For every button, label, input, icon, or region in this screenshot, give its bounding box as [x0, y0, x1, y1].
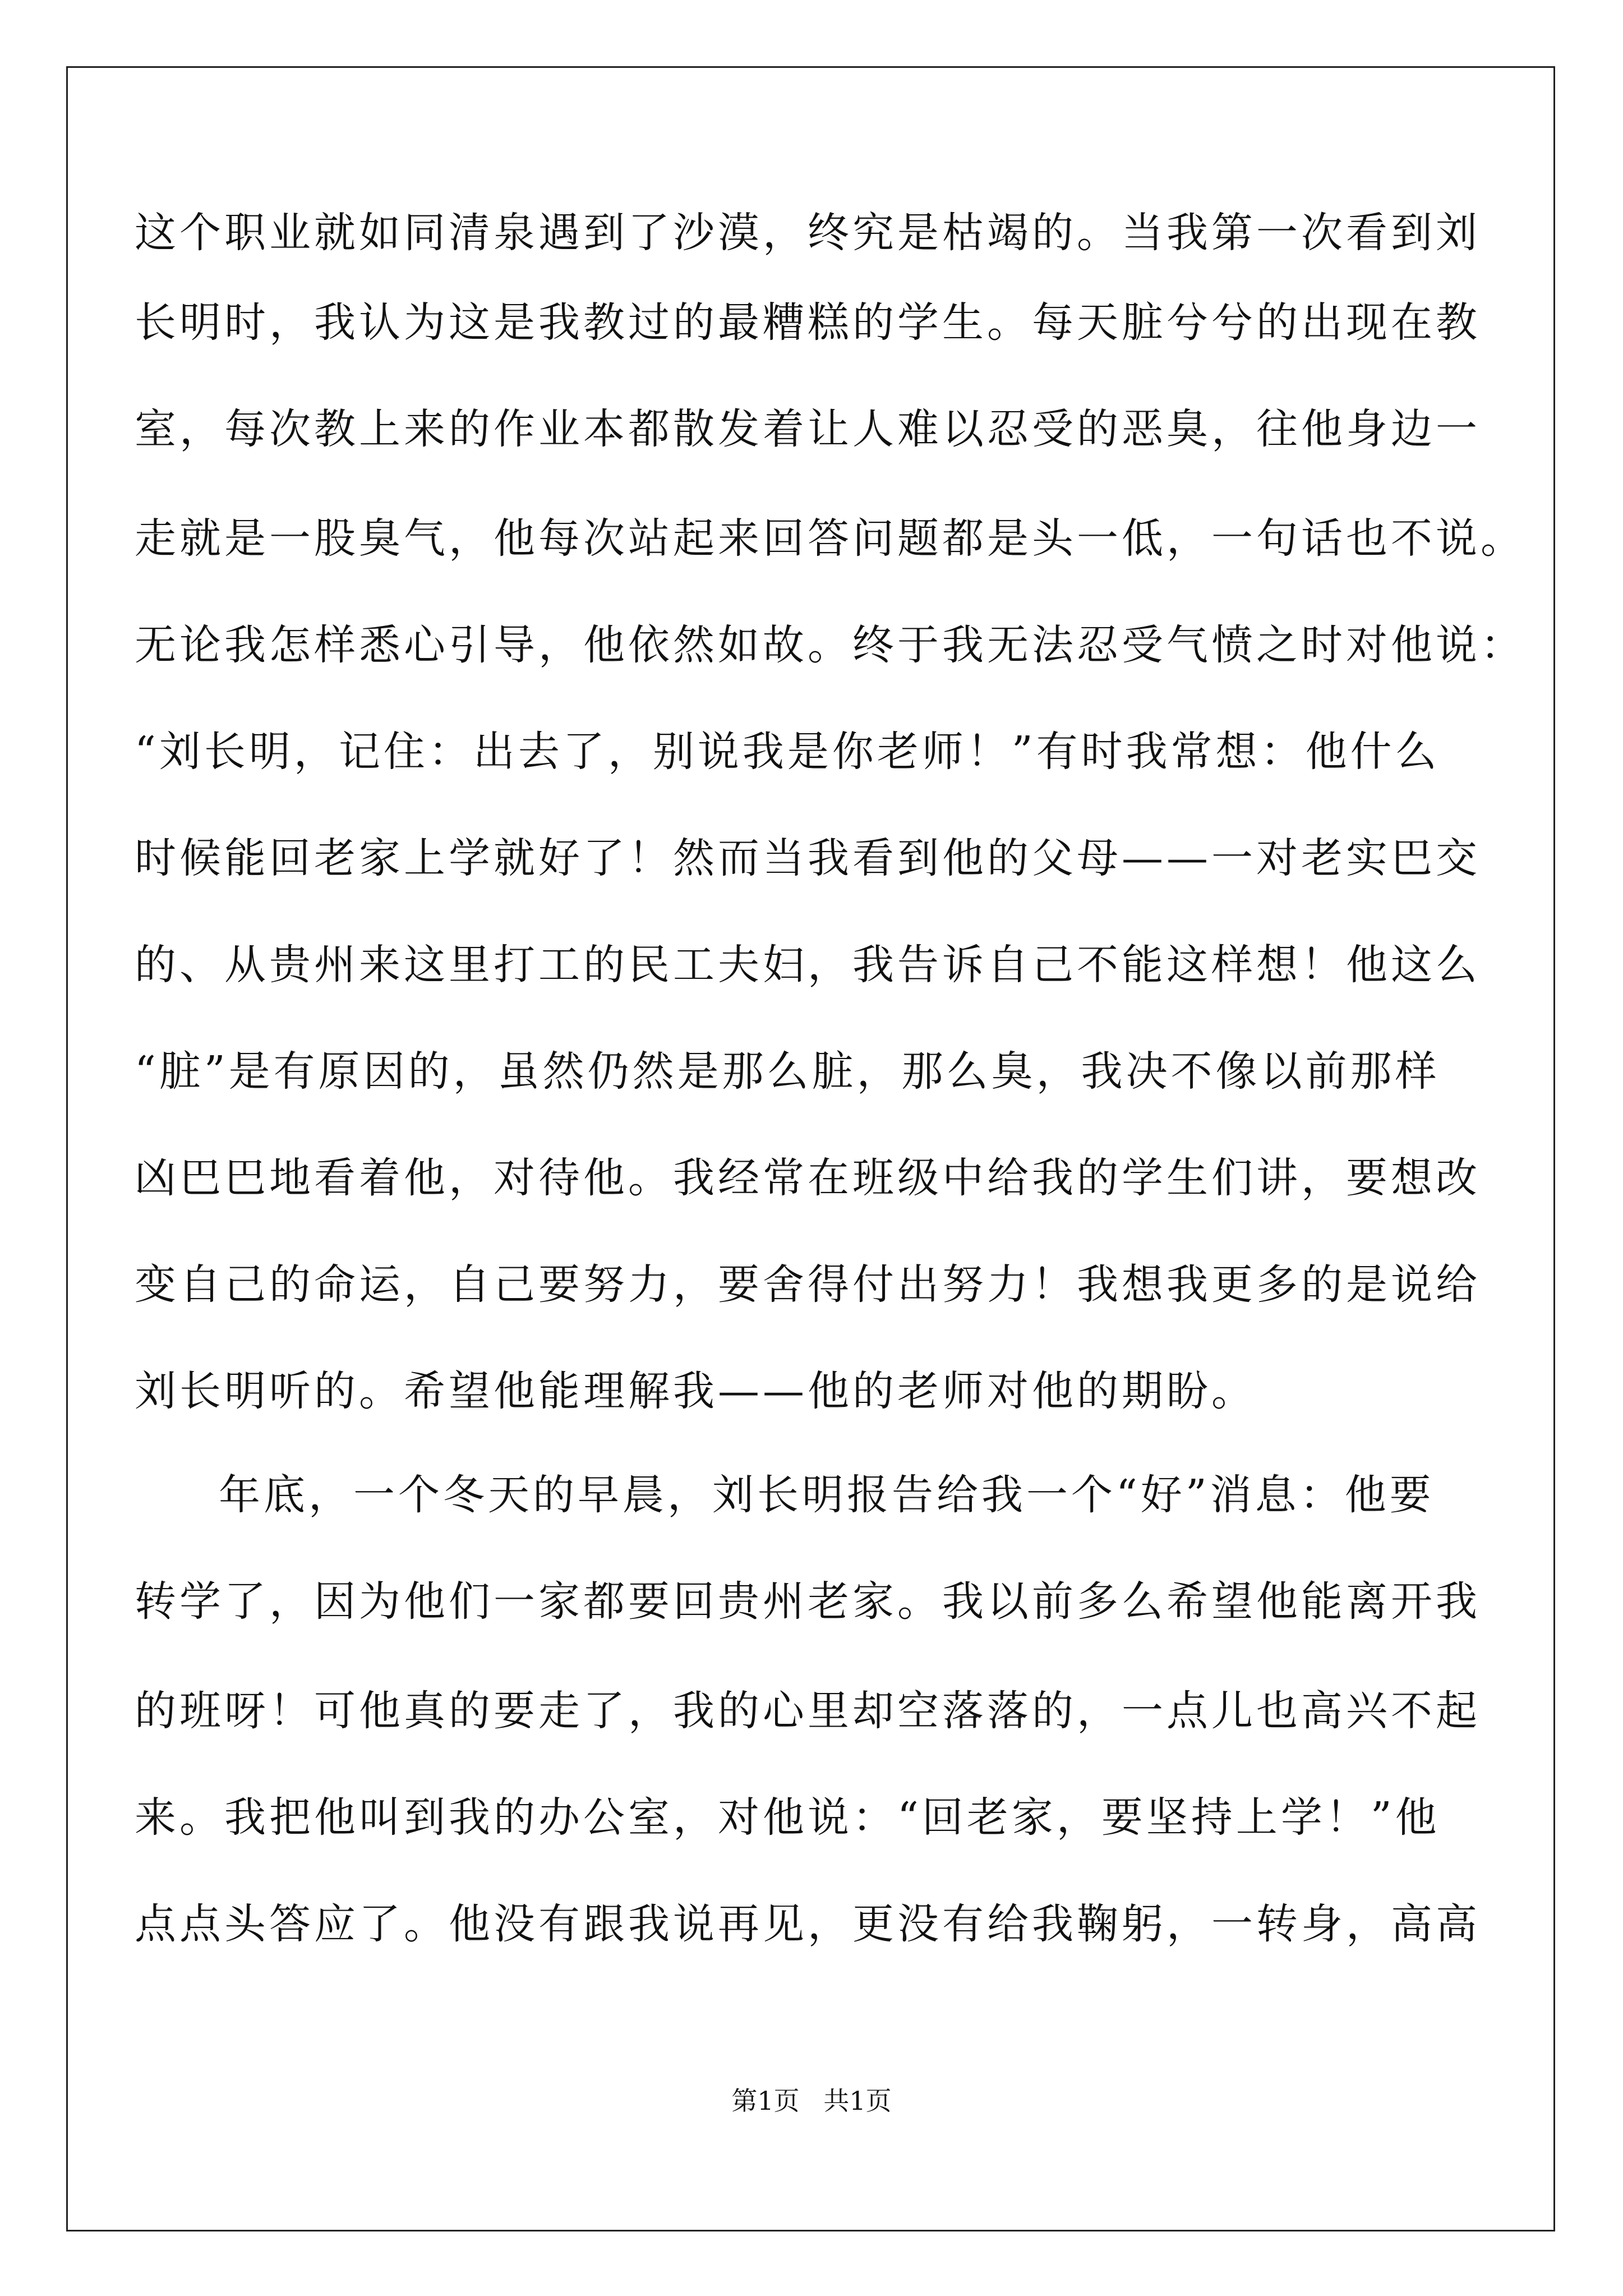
text-line: 无论我怎样悉心引导，他依然如故。终于我无法忍受气愤之时对他说： [135, 621, 1525, 669]
text-line: 变自己的命运，自己要努力，要舍得付出努力！我想我更多的是说给 [135, 1260, 1481, 1309]
text-line: “脏”是有原因的，虽然仍然是那么脏，那么臭，我决不像以前那样 [135, 1047, 1440, 1096]
text-line: 这个职业就如同清泉遇到了沙漠，终究是枯竭的。当我第一次看到刘 [135, 209, 1481, 257]
text-line: 来。我把他叫到我的办公室，对他说：“回老家，要坚持上学！”他 [135, 1793, 1440, 1842]
paragraph-first-line: 年底，一个冬天的早晨，刘长明报告给我一个“好”消息：他要 [219, 1471, 1435, 1519]
text-line: 的、从贵州来这里打工的民工夫妇，我告诉自己不能这样想！他这么 [135, 941, 1481, 989]
page-number: 第1页 [731, 2086, 800, 2116]
text-line: 长明时，我认为这是我教过的最糟糕的学生。每天脏兮兮的出现在教 [135, 298, 1481, 347]
text-line: 室，每次教上来的作业本都散发着让人难以忍受的恶臭，往他身边一 [135, 405, 1481, 453]
text-line: 时候能回老家上学就好了！然而当我看到他的父母——一对老实巴交 [135, 834, 1481, 882]
page-total: 共1页 [823, 2086, 892, 2116]
text-line: 点点头答应了。他没有跟我说再见，更没有给我鞠躬，一转身，高高 [135, 1900, 1481, 1948]
text-line: 的班呀！可他真的要走了，我的心里却空落落的，一点儿也高兴不起 [135, 1687, 1481, 1735]
text-line: 转学了，因为他们一家都要回贵州老家。我以前多么希望他能离开我 [135, 1577, 1481, 1626]
page-footer [0, 2084, 1623, 2118]
text-line: “刘长明，记住：出去了，别说我是你老师！”有时我常想：他什么 [135, 728, 1440, 776]
text-line: 走就是一股臭气，他每次站起来回答问题都是头一低，一句话也不说。 [135, 514, 1525, 563]
text-line: 凶巴巴地看着他，对待他。我经常在班级中给我的学生们讲，要想改 [135, 1154, 1481, 1202]
text-line: 刘长明听的。希望他能理解我——他的老师对他的期盼。 [135, 1367, 1256, 1415]
